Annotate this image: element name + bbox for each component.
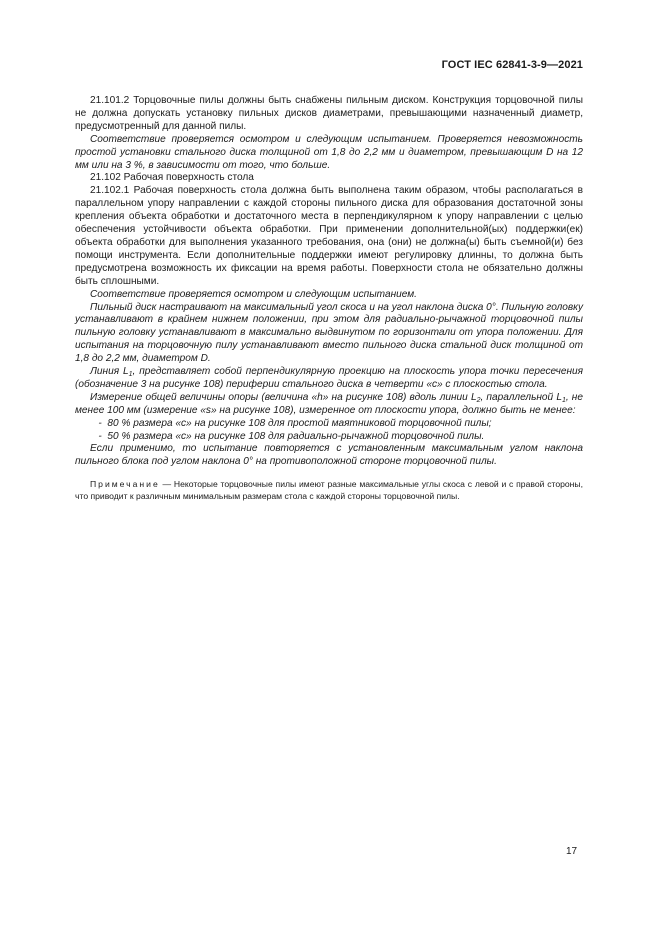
section-heading-21-102: 21.102 Рабочая поверхность стола [90,172,254,184]
list-item: - 80 % размера «с» на рисунке 108 для простой маятниковой торцовочной пилы; [98,417,492,429]
compliance-paragraph: Соответствие проверяется осмотром и следующим испытанием. [90,288,417,300]
line-l1-paragraph: Линия $L_1$, представляет собой перпендикулярную проекцию на плоскость упора точки пересечения (обозначение 3 на рисунке 108) периферии стального диска в четверти «с» с плоскостью стола. [75,366,583,390]
page-number: 17 [566,846,578,857]
measurement-paragraph: Измерение общей величины опоры (величина «h» на рисунке 108) вдоль линии $L_2$, параллельной $L_1$, не менее 100 мм (измерение «s» на рисунке 108), измеренное от плоскости упора, должно быть не менее: [75,391,583,416]
compliance-paragraph: Соответствие проверяется осмотром и следующим испытанием. Проверяется невозможность простой установки стального диска толщиной от 1,8 до 2,2 мм и диаметром, превышающим D на 12 мм или на 3 %, в зависимости от того, что больше. [75,133,583,171]
document-header: ГОСТ IEC 62841-3-9—2021 [441,59,583,71]
repeat-test-paragraph: Если применимо, то испытание повторяется с установленным максимальным углом наклона пильного блока под углом наклона 0° на противоположной стороне торцовочной пилы. [75,443,583,468]
paragraph-21-102-1: 21.102.1 Рабочая поверхность стола должна быть выполнена таким образом, чтобы располагаться в параллельном упору направлении с каждой стороны пильного диска для образования достаточной зоны крепления объекта обработки и достаточного места в перпендикулярном к упору направлении с целью обеспечения устойчивости объекта обработки. При применении дополнительной(ых) поддержки(ек) объекта обработки для выполнения указанного требования, она (они) не должна(ы) быть съемной(и) без помощи инструмента. Если дополнительные поддержки имеют регулировку длинны, то должна быть предусмотрена возможность их фиксации на время работы. Поверхности стола не обязательно должны быть сплошными. [75,185,583,287]
list-item: - 50 % размера «с» на рисунке 108 для радиально-рычажной торцовочной пилы. [98,430,485,442]
note-label: Примечание [90,479,160,490]
test-setup-paragraph: Пильный диск настраивают на максимальный угол скоса и на угол наклона диска 0°. Пильную головку устанавливают в крайнем нижнем положении, при этом для радиально-рычажной торцовочной пилы пильную головку устанавливают в максимально выдвинутом по горизонтали от упора положении. Для испытания на торцовочную пилу устанавливают вместо пильного диска стальной диск толщиной от 1,8 до 2,2 мм, диаметром D. [75,301,583,365]
document-body [75,95,583,502]
note-paragraph: Примечание — Некоторые торцовочные пилы имеют разные максимальные углы скоса с левой и с правой стороны, что приводит к различным минимальным размерам стола с каждой стороны торцовочной пилы. [75,479,583,501]
paragraph-21-101-2: 21.101.2 Торцовочные пилы должны быть снабжены пильным диском. Конструкция торцовочной пилы не должна допускать установку пильных дисков диаметрами, превышающими назначенный диаметр, предусмотренный для данной пилы. [75,95,583,132]
